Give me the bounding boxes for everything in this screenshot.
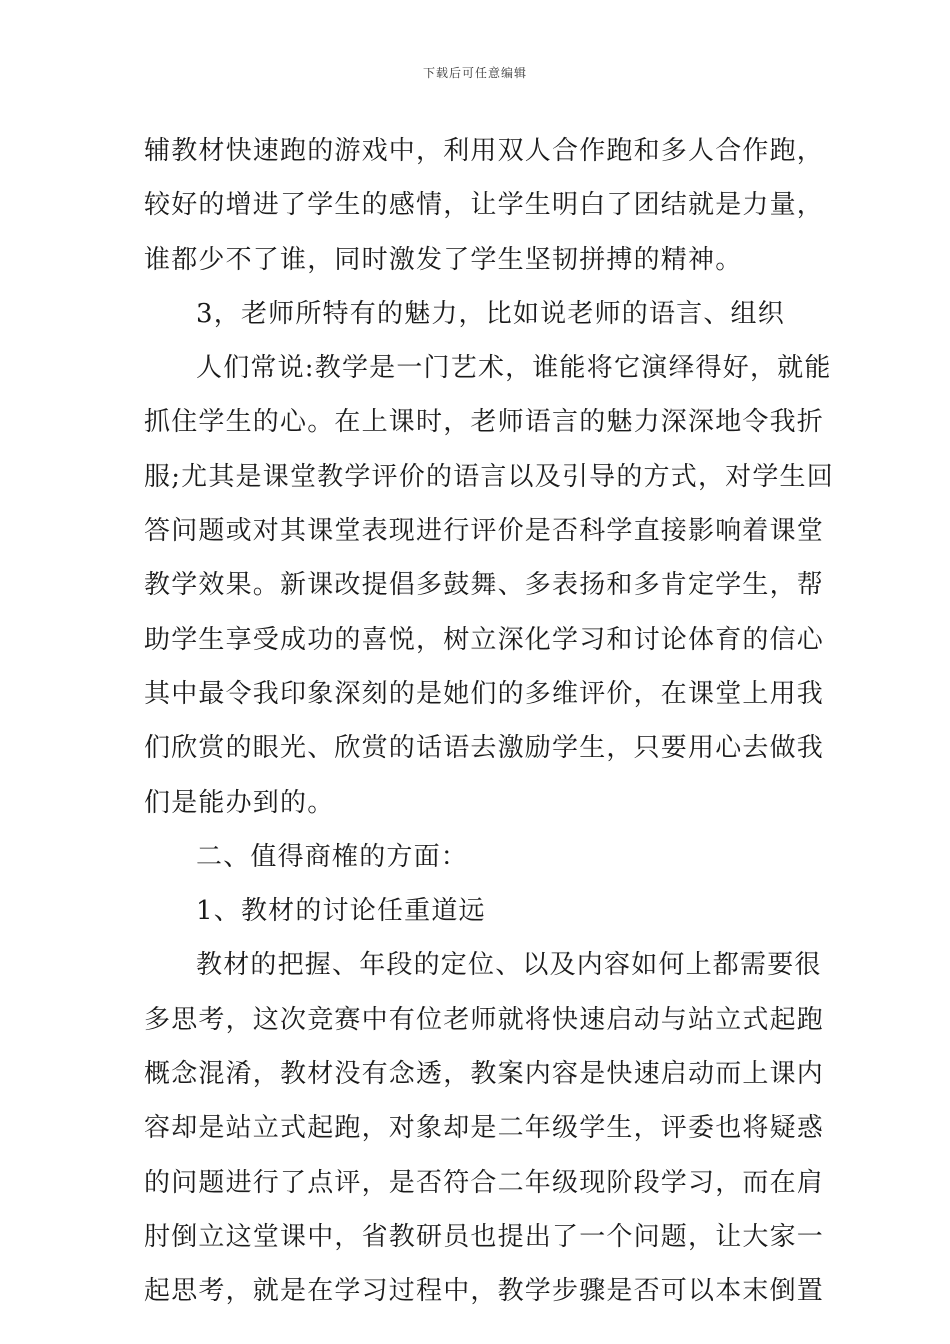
text-line: 3，老师所特有的魅力，比如说老师的语言、组织 bbox=[196, 298, 785, 329]
text-line: 概念混淆，教材没有念透，教案内容是快速启动而上课内 bbox=[144, 1059, 825, 1090]
text-line: 肘倒立这堂课中，省教研员也提出了一个问题，让大家一 bbox=[144, 1221, 825, 1252]
text-line: 较好的增进了学生的感情，让学生明白了团结就是力量， bbox=[144, 190, 825, 221]
text-line: 抓住学生的心。在上课时，老师语言的魅力深深地令我折 bbox=[144, 407, 825, 438]
page-header: 下载后可任意编辑 bbox=[422, 66, 527, 80]
text-line: 的问题进行了点评，是否符合二年级现阶段学习，而在肩 bbox=[144, 1167, 825, 1198]
text-line: 辅教材快速跑的游戏中，利用双人合作跑和多人合作跑， bbox=[144, 136, 825, 166]
text-line: 答问题或对其课堂表现进行评价是否科学直接影响着课堂 bbox=[144, 516, 825, 547]
text-line: 容却是站立式起跑，对象却是二年级学生，评委也将疑惑 bbox=[144, 1113, 825, 1144]
text-line: 谁都少不了谁，同时激发了学生坚韧拼搏的精神。 bbox=[144, 244, 743, 275]
text-line: 人们常说:教学是一门艺术，谁能将它演绎得好，就能 bbox=[196, 353, 832, 384]
document-body bbox=[144, 124, 834, 1319]
text-line: 们是能办到的。 bbox=[144, 787, 335, 818]
text-line: 起思考，就是在学习过程中，教学步骤是否可以本末倒置 bbox=[144, 1276, 825, 1307]
text-line: 教学效果。新课改提倡多鼓舞、多表扬和多肯定学生，帮 bbox=[144, 570, 825, 601]
text-line: 其中最令我印象深刻的是她们的多维评价，在课堂上用我 bbox=[144, 678, 825, 709]
text-line: 教材的把握、年段的定位、以及内容如何上都需要很 bbox=[196, 950, 822, 981]
text-line: 助学生享受成功的喜悦，树立深化学习和讨论体育的信心 bbox=[144, 624, 825, 655]
text-line: 二、值得商榷的方面： bbox=[196, 841, 469, 872]
text-line: 们欣赏的眼光、欣赏的话语去激励学生，只要用心去做我 bbox=[144, 733, 825, 764]
text-line: 多思考，这次竞赛中有位老师就将快速启动与站立式起跑 bbox=[144, 1004, 825, 1035]
text-line: 服;尤其是课堂教学评价的语言以及引导的方式，对学生回 bbox=[144, 461, 834, 492]
text-line: 1、教材的讨论任重道远 bbox=[196, 896, 486, 927]
